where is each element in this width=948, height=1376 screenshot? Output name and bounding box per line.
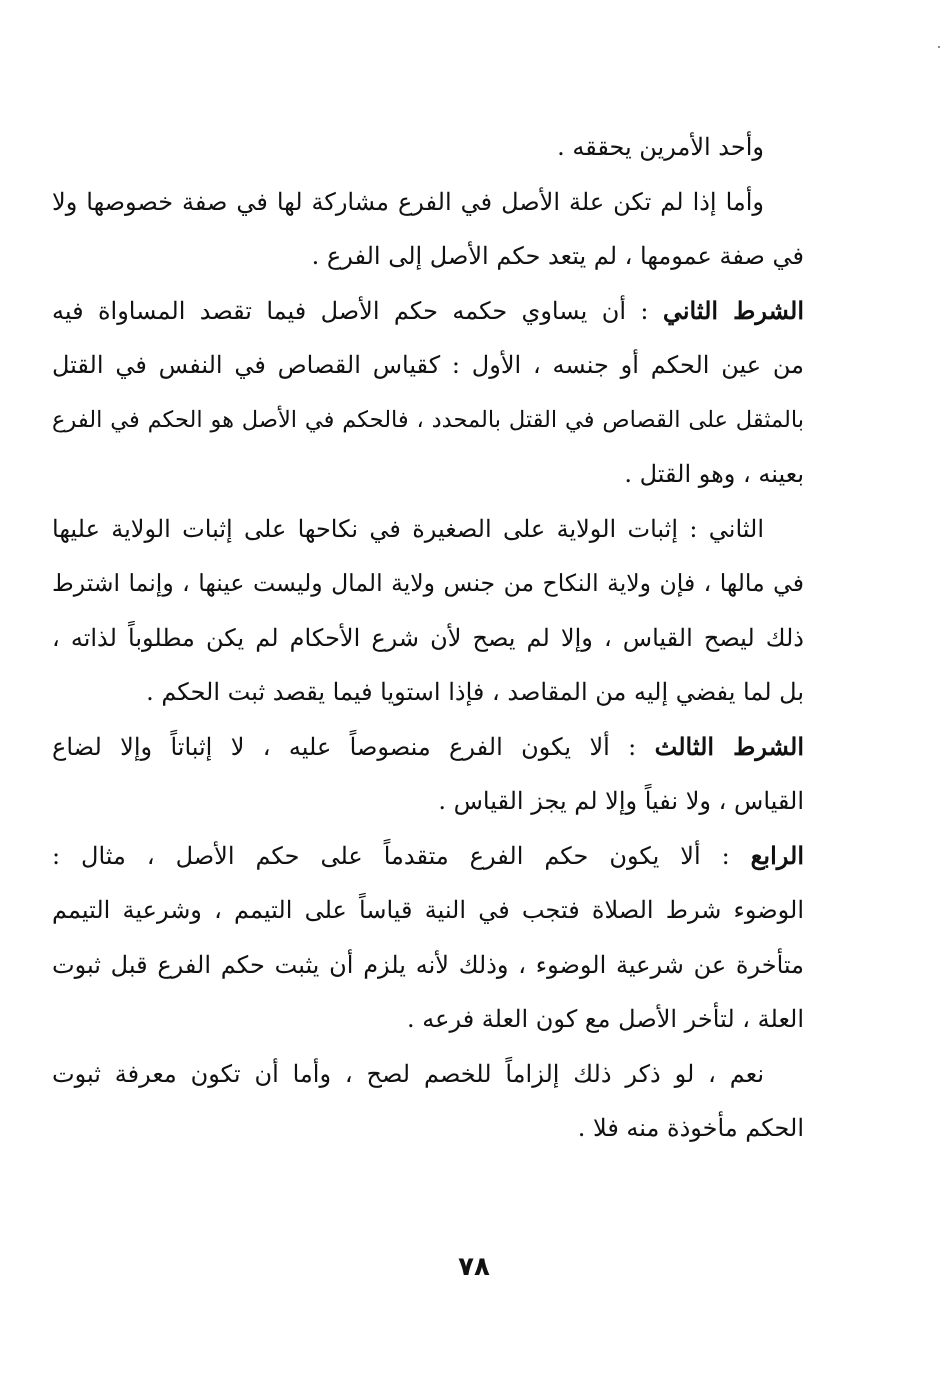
- text-line: الوضوء شرط الصلاة فتجب في النية قياساً على التيمم ، وشرعية التيمم: [52, 896, 804, 924]
- paragraph-start-line: الثاني : إثبات الولاية على الصغيرة في نكاحها على إثبات الولاية عليها: [52, 514, 764, 543]
- condition-text: : ألا يكون حكم الفرع متقدماً على حكم الأصل ، مثال :: [52, 841, 751, 870]
- condition-label: الشرط الثاني: [662, 295, 805, 325]
- condition-text: : أن يساوي حكمه حكم الأصل فيما تقصد المساواة فيه: [52, 296, 663, 325]
- condition-heading-line: [52, 284, 804, 339]
- paragraph-start-line: نعم ، لو ذكر ذلك إلزاماً للخصم لصح ، وأما أن تكون معرفة ثبوت: [52, 1059, 764, 1088]
- paragraph-start-line: وأما إذا لم تكن علة الأصل في الفرع مشاركة لها في صفة خصوصها ولا: [52, 187, 765, 216]
- text-line: الحكم مأخوذة منه فلا .: [577, 1114, 804, 1142]
- text-line: في مالها ، فإن ولاية النكاح من جنس ولاية المال وليست عينها ، وإنما اشترط: [52, 569, 804, 597]
- text-line: بعينه ، وهو القتل .: [624, 460, 804, 488]
- condition-label: الشرط الثالث: [654, 731, 805, 761]
- text-line: في صفة عمومها ، لم يتعد حكم الأصل إلى الفرع .: [311, 242, 804, 270]
- text-line: القياس ، ولا نفياً وإلا لم يجز القياس .: [438, 787, 804, 815]
- scan-speck: [938, 46, 940, 48]
- text-line: وأحد الأمرين يحققه .: [557, 133, 764, 161]
- text-line: متأخرة عن شرعية الوضوء ، وذلك لأنه يلزم أن يثبت حكم الفرع قبل ثبوت: [52, 950, 804, 979]
- condition-text: : ألا يكون الفرع منصوصاً عليه ، لا إثباتاً وإلا لضاع: [52, 732, 655, 761]
- body-text: [52, 120, 804, 1156]
- text-line: العلة ، لتأخر الأصل مع كون العلة فرعه .: [407, 1005, 804, 1033]
- text-line: بالمثقل على القصاص في القتل بالمحدد ، فالحكم في الأصل هو الحكم في الفرع: [52, 406, 804, 433]
- condition-label: الرابع: [750, 840, 804, 870]
- condition-heading-line: [52, 829, 804, 884]
- condition-heading-line: [52, 720, 804, 775]
- text-line: بل لما يفضي إليه من المقاصد ، فإذا استويا فيما يقصد ثبت الحكم .: [146, 678, 804, 706]
- text-line: ذلك ليصح القياس ، وإلا لم يصح لأن شرع الأحكام لم يكن مطلوباً لذاته ،: [52, 623, 804, 652]
- page-number: ٧٨: [458, 1252, 490, 1282]
- text-line: من عين الحكم أو جنسه ، الأول : كقياس القصاص في النفس في القتل: [52, 351, 804, 379]
